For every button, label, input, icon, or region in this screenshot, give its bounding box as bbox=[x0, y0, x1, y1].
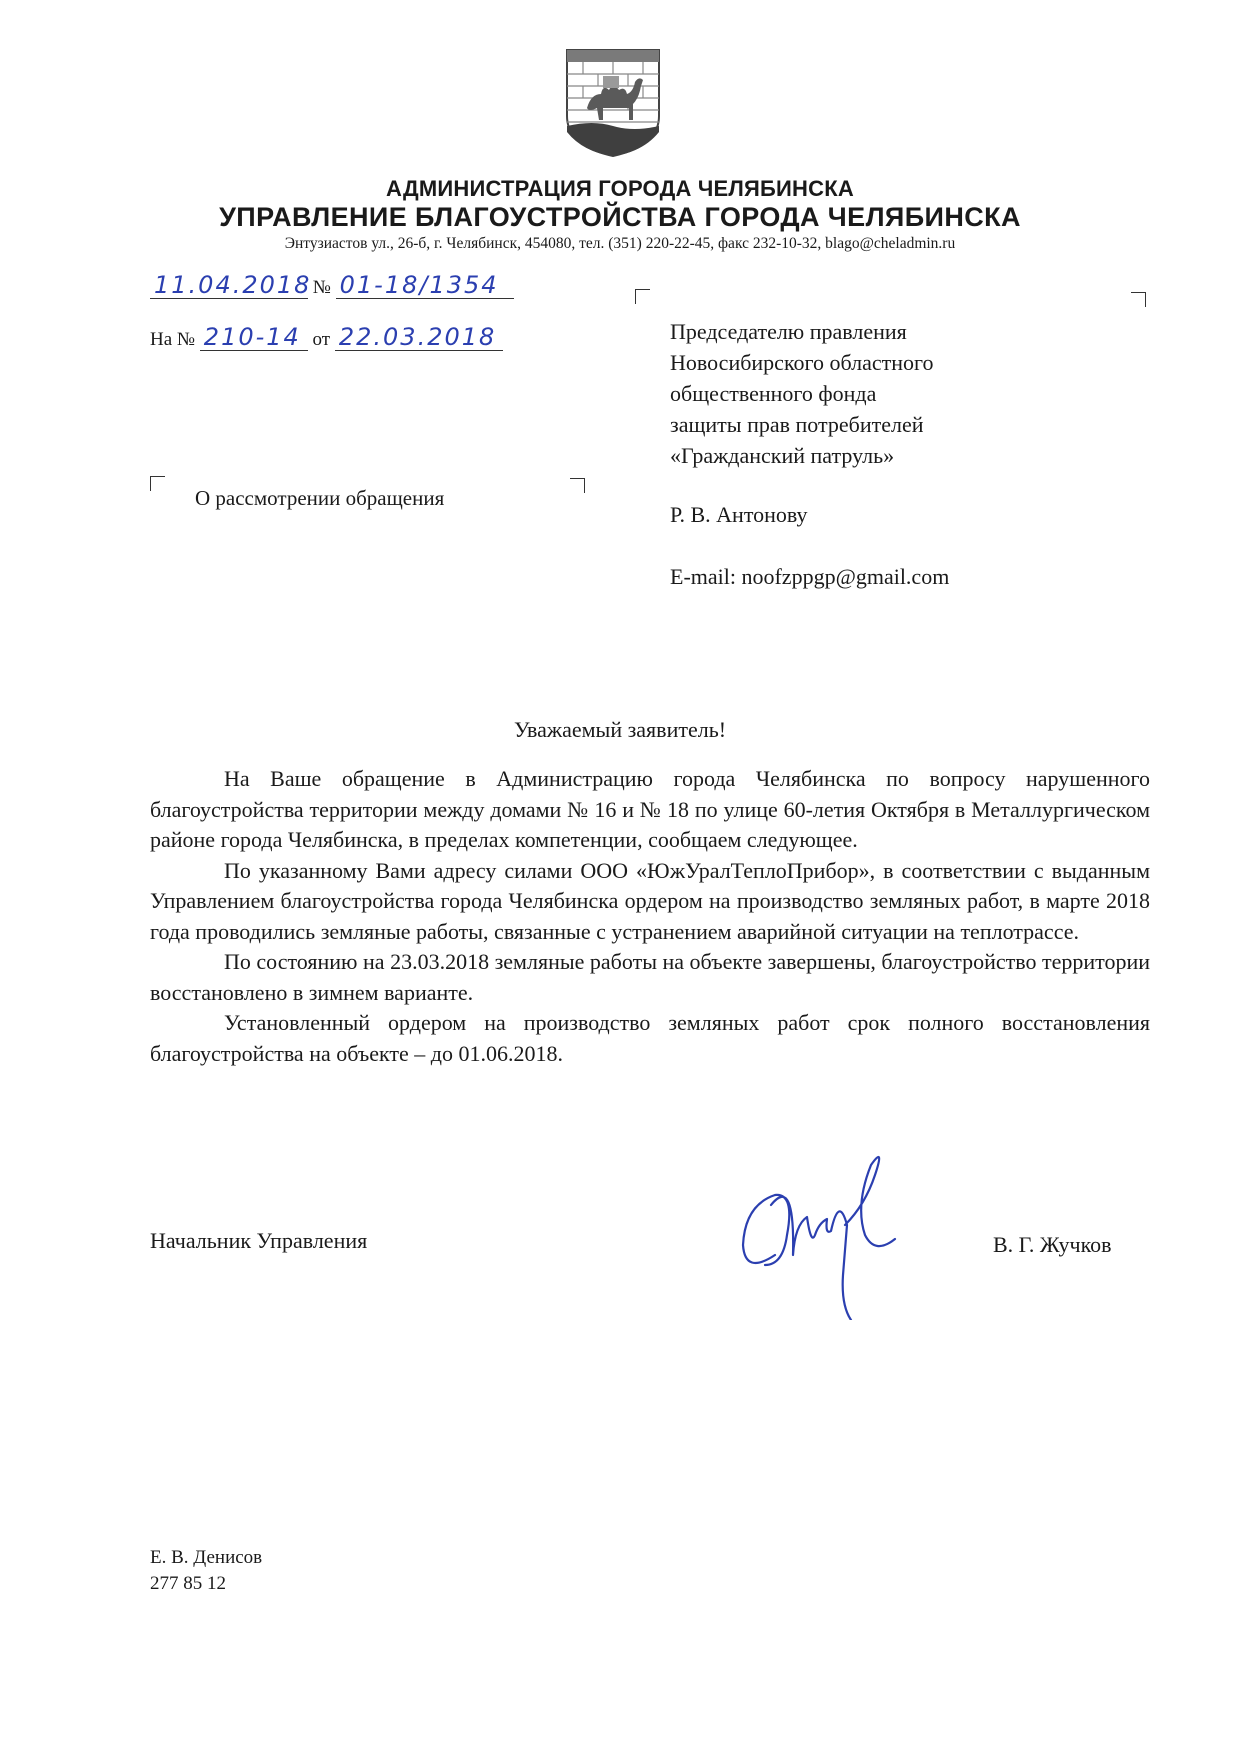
outgoing-date: 11.04.2018 bbox=[150, 272, 308, 299]
reply-number: 210-14 bbox=[200, 324, 308, 351]
body-paragraph: По состоянию на 23.03.2018 земляные работы на объекте завершены, благоустройство территории восстановлено в зимнем варианте. bbox=[150, 949, 1150, 1005]
department-address: Энтузиастов ул., 26-б, г. Челябинск, 454080, тел. (351) 220-22-45, факс 232-10-32, blago@cheladmin.ru bbox=[284, 235, 956, 252]
reply-line bbox=[150, 324, 503, 351]
registration-line bbox=[150, 272, 514, 299]
department-title: УПРАВЛЕНИЕ БЛАГОУСТРОЙСТВА ГОРОДА ЧЕЛЯБИНСКА bbox=[219, 202, 1021, 232]
recipient-email: E-mail: noofzppgp@gmail.com bbox=[670, 564, 950, 589]
reply-label: На № bbox=[150, 329, 196, 350]
executor-name: Е. В. Денисов bbox=[150, 1547, 263, 1568]
reply-date: 22.03.2018 bbox=[335, 324, 503, 351]
administration-title: АДМИНИСТРАЦИЯ ГОРОДА ЧЕЛЯБИНСКА bbox=[386, 176, 854, 201]
letter-subject: О рассмотрении обращения bbox=[195, 486, 445, 510]
signatory-title: Начальник Управления bbox=[150, 1228, 368, 1253]
recipient-corner-right bbox=[1131, 292, 1146, 307]
recipient-block bbox=[670, 316, 934, 471]
number-label: № bbox=[312, 277, 331, 298]
handwritten-signature bbox=[735, 1135, 905, 1320]
body-paragraph: По указанному Вами адресу силами ООО «ЮжУралТеплоПрибор», в соответствии с выданным Управлением благоустройства города Челябинска ордером на производство земляных работ, в марте 2018 года проводились земляные работы, связанные с устранением аварийной ситуации на теплотрассе. bbox=[150, 857, 1150, 944]
letter-body bbox=[150, 764, 1150, 1069]
outgoing-number: 01-18/1354 bbox=[336, 272, 514, 299]
recipient-line: Председателю правления bbox=[670, 319, 907, 344]
recipient-line: общественного фонда bbox=[670, 381, 877, 406]
recipient-line: Новосибирского областного bbox=[670, 350, 934, 375]
executor-phone: 277 85 12 bbox=[150, 1573, 226, 1594]
recipient-corner-left bbox=[635, 289, 650, 304]
executor-block bbox=[150, 1545, 262, 1597]
from-label: от bbox=[312, 329, 331, 350]
signatory-name: В. Г. Жучков bbox=[993, 1232, 1112, 1257]
body-paragraph: На Ваше обращение в Администрацию города Челябинска по вопросу нарушенного благоустройства территории между домами № 16 и № 18 по улице 60-летия Октября в Металлургическом районе города Челябинска, в пределах компетенции, сообщаем следующее. bbox=[150, 766, 1150, 852]
greeting: Уважаемый заявитель! bbox=[513, 717, 727, 742]
recipient-line: защиты прав потребителей bbox=[670, 412, 924, 437]
coat-of-arms-icon bbox=[563, 46, 663, 158]
recipient-line: «Гражданский патруль» bbox=[670, 443, 895, 468]
subject-corner-right bbox=[570, 478, 585, 493]
subject-corner-left bbox=[150, 476, 165, 491]
recipient-name: Р. В. Антонову bbox=[670, 502, 808, 527]
body-paragraph: Установленный ордером на производство земляных работ срок полного восстановления благоустройства на объекте – до 01.06.2018. bbox=[150, 1010, 1150, 1066]
